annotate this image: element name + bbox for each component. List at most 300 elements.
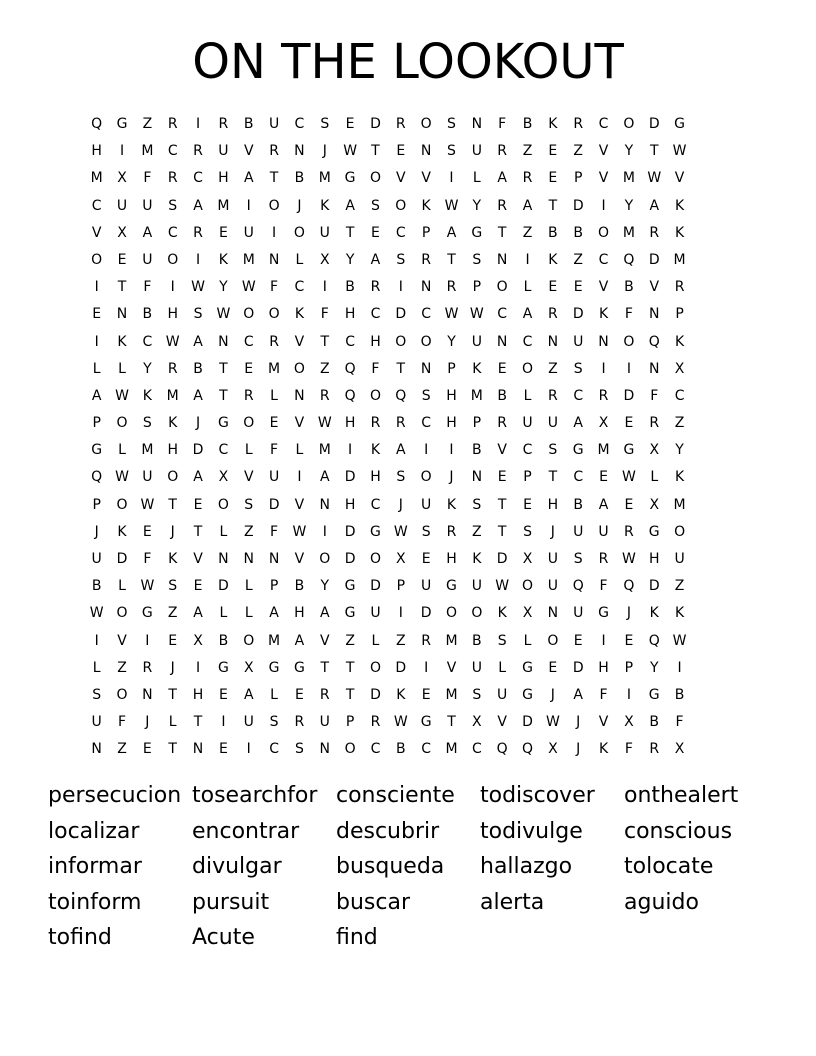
grid-letter: K <box>674 333 685 350</box>
grid-letter: O <box>116 605 128 622</box>
grid-letter: R <box>598 387 609 404</box>
grid-row <box>84 274 732 301</box>
grid-letter: X <box>598 415 609 432</box>
grid-letter: G <box>420 714 432 731</box>
grid-letter: T <box>447 251 456 268</box>
grid-letter: M <box>166 387 179 404</box>
grid-letter: K <box>168 551 178 567</box>
grid-letter: F <box>371 360 380 377</box>
grid-letter: V <box>319 632 330 649</box>
grid-row <box>84 464 732 491</box>
grid-letter: R <box>395 415 406 432</box>
grid-letter: W <box>191 279 205 296</box>
grid-letter: I <box>322 523 327 540</box>
grid-letter: L <box>219 605 228 622</box>
grid-letter: W <box>140 578 155 595</box>
grid-letter: I <box>398 605 403 622</box>
grid-letter: I <box>322 279 327 296</box>
grid-letter: D <box>370 578 381 595</box>
grid-letter: Y <box>675 442 684 459</box>
grid-letter: I <box>94 279 99 296</box>
grid-letter: O <box>243 306 255 323</box>
grid-letter: A <box>396 442 406 459</box>
word-list-item: Acute <box>192 925 255 950</box>
grid-letter: M <box>242 251 255 268</box>
grid-row <box>84 655 732 682</box>
word-list-item: encontrar <box>192 818 300 844</box>
grid-letter: U <box>547 551 558 567</box>
grid-letter: A <box>598 496 609 513</box>
grid-letter: N <box>91 741 102 758</box>
grid-letter: Z <box>396 632 406 649</box>
grid-letter: N <box>547 333 559 350</box>
grid-letter: E <box>548 659 558 676</box>
word-list-item: busqueda <box>336 854 445 879</box>
grid-letter: G <box>598 605 609 622</box>
grid-letter: S <box>168 197 178 214</box>
grid-letter: B <box>573 496 583 513</box>
grid-letter: E <box>624 632 634 649</box>
grid-letter: D <box>370 686 381 703</box>
word-list-item: pursuit <box>192 889 270 915</box>
grid-letter: R <box>497 143 508 160</box>
grid-letter: D <box>344 523 356 540</box>
grid-letter: Y <box>472 197 482 214</box>
page-title: ON THE LOOKOUT <box>192 34 624 90</box>
grid-letter: M <box>597 442 610 459</box>
grid-letter: D <box>192 442 204 459</box>
grid-letter: I <box>145 632 150 649</box>
grid-letter: W <box>317 415 332 432</box>
grid-letter: Q <box>395 387 407 404</box>
grid-letter: O <box>243 632 255 649</box>
grid-letter: M <box>673 496 686 513</box>
grid-letter: M <box>90 170 103 187</box>
grid-letter: T <box>497 224 507 241</box>
grid-letter: D <box>648 251 660 268</box>
grid-letter: V <box>294 496 305 513</box>
grid-row <box>84 329 732 356</box>
grid-letter: W <box>292 523 307 540</box>
grid-letter: Z <box>167 605 178 622</box>
grid-letter: F <box>270 279 279 296</box>
grid-letter: U <box>142 251 153 268</box>
grid-letter: G <box>446 578 457 595</box>
grid-letter: I <box>246 197 251 214</box>
grid-letter: C <box>598 251 609 268</box>
grid-letter: S <box>371 197 380 214</box>
grid-letter: E <box>193 496 203 513</box>
grid-letter: K <box>674 197 685 214</box>
grid-letter: R <box>142 659 153 676</box>
grid-letter: Z <box>319 360 330 377</box>
word-list-item: consciente <box>336 783 455 808</box>
grid-letter: W <box>393 714 408 731</box>
grid-letter: H <box>370 333 381 350</box>
grid-letter: T <box>649 143 659 160</box>
grid-letter: R <box>294 714 305 731</box>
grid-letter: C <box>522 442 533 459</box>
grid-letter: E <box>168 632 178 649</box>
grid-letter: G <box>217 659 229 676</box>
grid-letter: E <box>269 415 279 432</box>
grid-letter: C <box>345 333 355 350</box>
grid-letter: N <box>420 143 432 160</box>
grid-letter: F <box>624 741 633 758</box>
grid-row <box>84 437 732 464</box>
grid-letter: V <box>294 415 305 432</box>
grid-letter: I <box>601 360 606 377</box>
grid-letter: U <box>268 469 280 486</box>
grid-letter: K <box>548 116 558 132</box>
grid-letter: I <box>221 714 226 731</box>
grid-letter: G <box>344 605 356 622</box>
grid-letter: I <box>246 741 251 758</box>
grid-letter: B <box>497 387 507 404</box>
grid-letter: D <box>648 116 660 132</box>
grid-row <box>84 410 732 437</box>
grid-letter: E <box>294 686 304 703</box>
grid-letter: X <box>396 551 406 567</box>
grid-letter: T <box>193 523 203 540</box>
word-list-item: conscious <box>624 818 733 844</box>
grid-letter: J <box>195 415 201 432</box>
grid-letter: K <box>421 197 431 214</box>
grid-letter: D <box>623 387 635 404</box>
grid-letter: O <box>420 333 432 350</box>
grid-letter: J <box>145 714 150 731</box>
grid-letter: Z <box>674 415 685 432</box>
grid-letter: H <box>167 442 178 459</box>
grid-letter: Q <box>623 578 635 595</box>
grid-letter: F <box>143 551 152 567</box>
grid-letter: J <box>297 197 302 214</box>
grid-row <box>84 736 732 763</box>
letter-grid <box>84 111 732 764</box>
grid-letter: B <box>395 741 406 758</box>
grid-letter: P <box>345 714 355 731</box>
grid-letter: O <box>344 741 356 758</box>
grid-letter: C <box>598 116 609 132</box>
grid-letter: S <box>421 523 431 540</box>
grid-letter: H <box>446 387 457 404</box>
grid-letter: S <box>142 415 152 432</box>
grid-letter: W <box>393 523 408 540</box>
grid-letter: B <box>649 714 660 731</box>
grid-letter: U <box>522 415 533 432</box>
grid-letter: W <box>444 306 459 323</box>
grid-letter: E <box>142 741 152 758</box>
grid-letter: T <box>497 523 507 540</box>
grid-letter: A <box>573 686 583 703</box>
grid-letter: B <box>294 170 305 187</box>
grid-letter: X <box>674 741 685 758</box>
grid-letter: G <box>623 442 635 459</box>
grid-letter: I <box>449 442 454 459</box>
grid-letter: R <box>573 116 584 132</box>
grid-letter: U <box>421 578 432 595</box>
grid-letter: G <box>648 523 660 540</box>
grid-letter: C <box>421 306 432 323</box>
grid-letter: T <box>396 360 406 377</box>
grid-letter: Z <box>345 632 355 649</box>
grid-letter: V <box>497 714 507 731</box>
grid-letter: S <box>497 632 507 649</box>
grid-letter: O <box>91 251 103 268</box>
grid-letter: H <box>370 469 381 486</box>
grid-letter: N <box>218 333 229 350</box>
grid-letter: Z <box>243 523 254 540</box>
grid-letter: U <box>471 578 482 595</box>
grid-letter: L <box>523 387 532 404</box>
grid-letter: F <box>117 714 127 731</box>
grid-letter: G <box>268 659 280 676</box>
grid-letter: B <box>142 306 153 323</box>
grid-letter: D <box>572 659 584 676</box>
grid-letter: L <box>244 578 253 595</box>
grid-letter: H <box>192 686 204 703</box>
grid-letter: R <box>269 143 279 160</box>
grid-letter: K <box>472 551 482 567</box>
grid-row <box>84 165 732 192</box>
grid-letter: G <box>471 224 483 241</box>
grid-letter: T <box>497 496 507 513</box>
grid-row <box>84 519 732 546</box>
grid-letter: T <box>117 279 127 296</box>
grid-letter: J <box>449 469 454 486</box>
grid-letter: O <box>319 551 331 567</box>
grid-letter: A <box>649 197 660 214</box>
grid-letter: U <box>142 469 153 486</box>
grid-letter: O <box>674 523 686 540</box>
grid-letter: S <box>472 496 482 513</box>
grid-letter: P <box>675 306 684 323</box>
grid-letter: D <box>496 551 508 567</box>
grid-letter: T <box>548 469 558 486</box>
grid-letter: A <box>142 224 153 241</box>
grid-letter: F <box>624 306 633 323</box>
grid-letter: L <box>650 469 659 486</box>
grid-letter: M <box>622 170 635 187</box>
grid-row <box>84 247 732 274</box>
grid-letter: C <box>294 279 305 296</box>
grid-letter: U <box>91 551 102 567</box>
grid-letter: J <box>576 714 581 731</box>
grid-letter: I <box>297 469 302 486</box>
grid-letter: A <box>91 387 102 404</box>
grid-letter: A <box>370 251 381 268</box>
grid-letter: N <box>268 251 280 268</box>
grid-letter: K <box>649 605 659 622</box>
grid-row <box>84 546 732 573</box>
grid-letter: Z <box>117 659 127 676</box>
grid-letter: L <box>498 659 507 676</box>
grid-letter: V <box>294 551 305 567</box>
grid-letter: Q <box>648 632 660 649</box>
grid-letter: O <box>522 578 534 595</box>
grid-letter: I <box>119 143 125 160</box>
grid-letter: O <box>496 279 508 296</box>
grid-letter: V <box>243 143 254 160</box>
grid-letter: E <box>497 360 507 377</box>
grid-letter: K <box>117 333 127 350</box>
grid-letter: C <box>370 741 381 758</box>
grid-letter: N <box>319 741 330 758</box>
grid-letter: E <box>573 632 583 649</box>
grid-letter: X <box>319 251 330 268</box>
grid-letter: M <box>673 251 686 268</box>
grid-letter: G <box>522 659 533 676</box>
grid-letter: I <box>398 279 403 296</box>
grid-letter: Q <box>344 387 356 404</box>
grid-letter: K <box>548 251 558 268</box>
word-list-item: aguido <box>624 889 699 915</box>
grid-letter: Y <box>649 659 659 676</box>
grid-letter: C <box>421 415 432 432</box>
grid-letter: P <box>396 578 406 595</box>
grid-letter: U <box>421 496 432 513</box>
grid-letter: C <box>573 469 584 486</box>
grid-letter: X <box>117 170 127 187</box>
grid-letter: S <box>472 686 482 703</box>
grid-letter: O <box>116 686 128 703</box>
grid-letter: H <box>91 143 102 160</box>
grid-letter: C <box>370 496 381 513</box>
grid-letter: N <box>243 551 254 567</box>
grid-letter: G <box>293 659 305 676</box>
grid-letter: C <box>91 197 102 214</box>
grid-letter: U <box>268 116 280 132</box>
grid-letter: M <box>141 442 154 459</box>
grid-letter: I <box>626 360 631 377</box>
grid-letter: U <box>471 143 482 160</box>
grid-letter: J <box>576 741 581 758</box>
grid-letter: S <box>396 251 406 268</box>
grid-letter: E <box>421 686 431 703</box>
grid-letter: N <box>319 496 330 513</box>
grid-row <box>84 600 732 627</box>
grid-letter: E <box>117 251 127 268</box>
grid-letter: T <box>371 143 380 160</box>
grid-letter: T <box>168 741 177 758</box>
grid-letter: S <box>193 306 203 323</box>
grid-letter: P <box>624 659 634 676</box>
grid-letter: M <box>141 143 154 160</box>
grid-letter: R <box>167 170 178 187</box>
grid-letter: Y <box>320 578 330 595</box>
grid-letter: H <box>218 170 229 187</box>
grid-letter: M <box>622 224 635 241</box>
grid-letter: R <box>269 333 279 350</box>
grid-letter: J <box>170 659 175 676</box>
grid-letter: P <box>523 469 532 486</box>
grid-letter: N <box>218 551 229 567</box>
grid-letter: T <box>219 360 228 377</box>
grid-letter: Q <box>623 251 635 268</box>
grid-letter: N <box>471 469 483 486</box>
grid-letter: D <box>522 714 533 731</box>
grid-letter: D <box>344 551 356 567</box>
grid-letter: R <box>497 415 508 432</box>
grid-letter: U <box>598 523 609 540</box>
grid-letter: H <box>648 551 660 567</box>
grid-letter: A <box>497 170 507 187</box>
grid-letter: N <box>420 279 432 296</box>
grid-letter: T <box>345 224 355 241</box>
grid-letter: G <box>674 116 685 132</box>
grid-letter: U <box>91 714 102 731</box>
grid-letter: N <box>192 741 204 758</box>
grid-letter: Z <box>674 578 685 595</box>
grid-letter: V <box>598 714 609 731</box>
grid-letter: S <box>523 523 532 540</box>
grid-letter: V <box>117 632 127 649</box>
grid-letter: G <box>648 686 660 703</box>
grid-letter: Z <box>522 224 533 241</box>
grid-letter: V <box>193 551 203 567</box>
grid-letter: O <box>623 333 635 350</box>
grid-letter: X <box>649 496 660 513</box>
grid-letter: S <box>421 387 431 404</box>
grid-letter: W <box>647 170 662 187</box>
grid-letter: V <box>396 170 406 187</box>
grid-letter: W <box>469 306 484 323</box>
grid-letter: R <box>167 116 178 132</box>
grid-letter: R <box>370 714 381 731</box>
grid-letter: I <box>195 659 201 676</box>
grid-letter: U <box>547 415 558 432</box>
grid-letter: S <box>548 442 558 459</box>
grid-letter: A <box>243 686 254 703</box>
grid-row <box>84 111 732 138</box>
grid-letter: L <box>472 170 481 187</box>
grid-letter: R <box>370 279 381 296</box>
grid-letter: D <box>370 116 381 132</box>
grid-letter: U <box>497 686 508 703</box>
grid-letter: D <box>116 551 128 567</box>
grid-letter: R <box>193 224 203 241</box>
grid-letter: F <box>599 686 608 703</box>
grid-letter: O <box>420 469 432 486</box>
grid-letter: F <box>650 387 659 404</box>
grid-letter: P <box>472 279 482 296</box>
grid-letter: O <box>369 659 381 676</box>
grid-letter: F <box>143 279 152 296</box>
grid-letter: H <box>547 496 559 513</box>
grid-letter: L <box>270 387 278 404</box>
grid-letter: M <box>217 197 230 214</box>
grid-letter: L <box>523 632 532 649</box>
grid-letter: E <box>218 686 228 703</box>
grid-letter: Q <box>522 741 534 758</box>
word-list-item: onthealert <box>624 783 739 808</box>
grid-letter: O <box>471 605 483 622</box>
grid-letter: A <box>193 469 203 486</box>
grid-letter: G <box>522 686 533 703</box>
grid-letter: Q <box>344 360 356 377</box>
grid-letter: I <box>195 116 201 132</box>
grid-letter: P <box>472 415 482 432</box>
grid-letter: G <box>344 170 356 187</box>
grid-letter: K <box>497 605 507 622</box>
grid-letter: U <box>573 605 584 622</box>
word-list-item: informar <box>48 854 142 879</box>
grid-letter: C <box>294 116 305 132</box>
grid-letter: C <box>471 741 482 758</box>
word-list-item: todiscover <box>480 783 595 808</box>
grid-letter: E <box>142 523 152 540</box>
grid-letter: S <box>447 143 456 160</box>
